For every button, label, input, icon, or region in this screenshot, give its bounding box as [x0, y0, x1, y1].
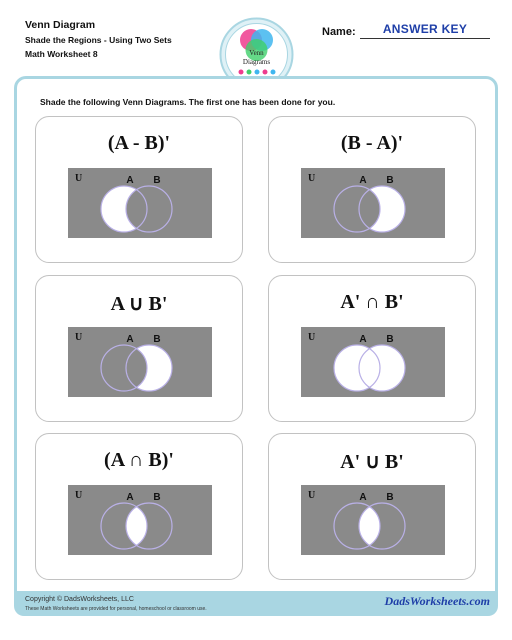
set-b-label: B [386, 492, 394, 503]
problem-card [268, 275, 476, 422]
set-b-label: B [386, 175, 394, 186]
logo-text-diagrams: Diagrams [242, 58, 271, 66]
set-expression: (A ∩ B)' [104, 449, 174, 471]
answer-key-text: ANSWER KEY [382, 22, 468, 36]
set-b-label: B [153, 175, 161, 186]
worksheet-title: Venn Diagram [25, 19, 96, 31]
set-expression: (A - B)' [107, 132, 171, 154]
set-b-label: B [153, 334, 161, 345]
universe-label: U [75, 332, 83, 343]
set-b-label: B [153, 492, 161, 503]
set-b-label: B [386, 334, 394, 345]
set-a-label: A [359, 175, 367, 186]
universe-label: U [308, 490, 316, 501]
problem-card [268, 116, 476, 263]
logo-text-venn: Venn [249, 49, 264, 57]
universe-label: U [75, 490, 83, 501]
name-line [360, 38, 490, 39]
venn-diagram [68, 327, 212, 397]
name-label: Name: [322, 26, 356, 38]
venn-diagram [68, 485, 212, 555]
brand-logo: DadsWorksheets.com [384, 594, 490, 608]
set-a-label: A [126, 175, 134, 186]
worksheet-subtitle: Shade the Regions - Using Two Sets [25, 35, 172, 45]
universe-label: U [308, 173, 316, 184]
venn-diagram [301, 168, 445, 238]
set-a-label: A [126, 492, 134, 503]
disclaimer-text: These Math Worksheets are provided for personal, homeschool or classroom use. [25, 606, 207, 612]
set-expression: A ∪ B' [110, 293, 168, 315]
problem-card [35, 433, 243, 580]
problem-card [35, 116, 243, 263]
copyright-text: Copyright © DadsWorksheets, LLC [25, 596, 134, 603]
venn-diagram [301, 485, 445, 555]
set-expression: (B - A)' [340, 132, 404, 154]
universe-label: U [308, 332, 316, 343]
set-expression: A' ∪ B' [340, 451, 404, 473]
problem-card [268, 433, 476, 580]
set-a-label: A [359, 492, 367, 503]
worksheet-number: Math Worksheet 8 [25, 49, 98, 59]
universe-label: U [75, 173, 83, 184]
set-expression: A' ∩ B' [340, 291, 404, 313]
set-a-label: A [359, 334, 367, 345]
instructions: Shade the following Venn Diagrams. The first one has been done for you. [40, 97, 336, 107]
set-a-label: A [126, 334, 134, 345]
venn-diagram [68, 168, 212, 238]
venn-diagram [301, 327, 445, 397]
problem-card [35, 275, 243, 422]
